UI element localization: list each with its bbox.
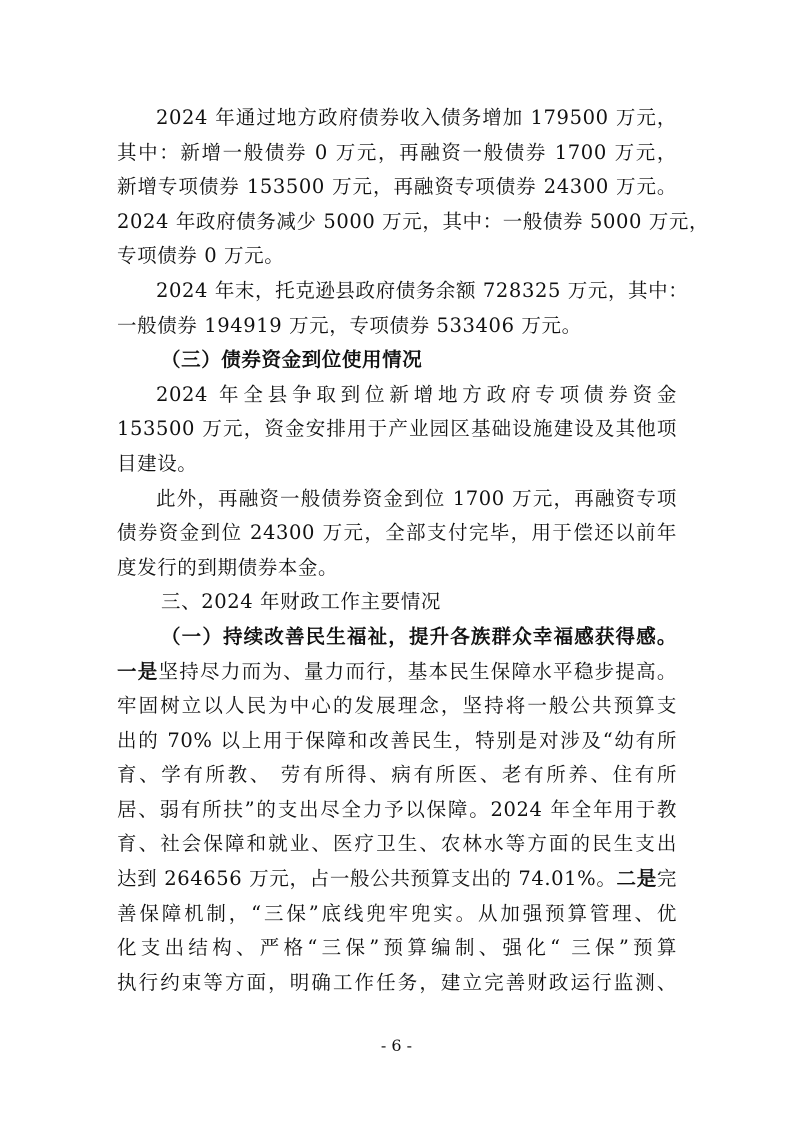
emphasis-lead: 二是 [616,867,657,891]
paragraph-line: 其中：新增一般债券 0 万元，再融资一般债券 1700 万元， [117,140,677,164]
paragraph-line: 此外，再融资一般债券资金到位 1700 万元，再融资专项 [156,486,677,510]
paragraph-line: 善保障机制，“三保”底线兜牢兜实。从加强预算管理、优 [117,901,677,925]
subsection-heading: （一）持续改善民生福祉，提升各族群众幸福感获得感。 [161,624,677,648]
section-heading: （三）债券资金到位使用情况 [161,348,423,372]
chapter-heading: 三、2024 年财政工作主要情况 [161,590,441,614]
paragraph-line [117,655,677,690]
page-number: - 6 - [380,1036,413,1055]
paragraph-text: 完 [656,867,677,891]
paragraph-line: 育、社会保障和就业、医疗卫生、农林水等方面的民生支出 [117,832,677,856]
paragraph-line: 执行约束等方面，明确工作任务，建立完善财政运行监测、 [117,970,677,994]
paragraph-line: 化支出结构、严格“三保”预算编制、强化“ 三保”预算 [117,936,677,960]
emphasis-lead: 一是 [117,659,159,683]
paragraph-line: 2024 年通过地方政府债券收入债务增加 179500 万元， [156,106,677,129]
paragraph-line: 2024 年政府债务减少 5000 万元，其中：一般债券 5000 万元， [117,209,710,233]
paragraph-line: 一般债券 194919 万元，专项债券 533406 万元。 [117,313,582,337]
paragraph-line: 牢固树立以人民为中心的发展理念，坚持将一般公共预算支 [117,694,677,718]
paragraph-line: 专项债券 0 万元。 [117,244,285,268]
paragraph-line: 出的 70% 以上用于保障和改善民生，特别是对涉及“幼有所 [117,728,677,752]
paragraph-line: 度发行的到期债券本金。 [117,555,339,579]
paragraph-line: 目建设。 [117,451,198,475]
paragraph-line: 2024 年末，托克逊县政府债务余额 728325 万元，其中： [156,278,689,302]
paragraph-line: 新增专项债券 153500 万元，再融资专项债券 24300 万元。 [117,175,677,199]
paragraph-text: 达到 264656 万元，占一般公共预算支出的 74.01%。 [117,867,617,891]
paragraph-line: 债券资金到位 24300 万元，全部支付完毕，用于偿还以前年 [117,521,677,545]
document-body [117,101,710,1000]
paragraph-line: 2024 年全县争取到位新增地方政府专项债券资金 [156,382,677,406]
paragraph-line: 153500 万元，资金安排用于产业园区基础设施建设及其他项 [117,417,677,441]
paragraph-line [117,862,677,897]
paragraph-line: 居、弱有所扶”的支出尽全力予以保障。2024 年全年用于教 [117,797,677,821]
paragraph-line: 育、学有所教、 劳有所得、病有所医、老有所养、住有所 [117,763,677,787]
paragraph-text: 坚持尽力而为、量力而行，基本民生保障水平稳步提高。 [158,659,677,683]
